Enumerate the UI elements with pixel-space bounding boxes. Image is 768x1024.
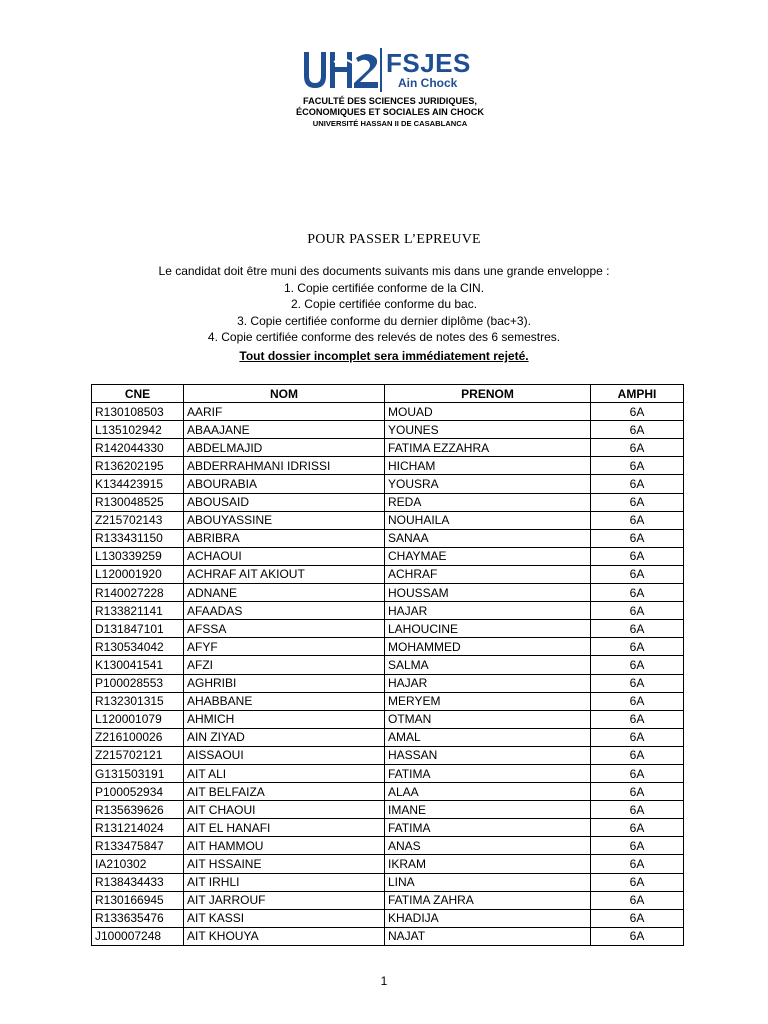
cell-prenom: HAJAR [385, 674, 591, 692]
table-row [92, 439, 684, 457]
cell-nom: AIT ALI [184, 764, 385, 782]
incomplete-warning: Tout dossier incomplet sera immédiatement rejeté. [239, 348, 529, 363]
logo-wordmark: FSJES [386, 48, 471, 78]
cell-prenom: REDA [385, 493, 591, 511]
cell-prenom: MERYEM [385, 692, 591, 710]
table-row [92, 927, 684, 945]
uh2c-logo-icon [302, 48, 382, 92]
cell-prenom: FATIMA [385, 819, 591, 837]
cell-cne: R131214024 [92, 819, 184, 837]
cell-cne: R133821141 [92, 602, 184, 620]
cell-nom: AIT KHOUYA [184, 927, 385, 945]
cell-cne: R135639626 [92, 801, 184, 819]
cell-prenom: NAJAT [385, 927, 591, 945]
cell-nom: AFZI [184, 656, 385, 674]
cell-prenom: OTMAN [385, 710, 591, 728]
table-row [92, 475, 684, 493]
cell-cne: J100007248 [92, 927, 184, 945]
cell-nom: AIT IRHLI [184, 873, 385, 891]
table-row [92, 909, 684, 927]
instruction-item-2: 2. Copie certifiée conforme du bac. [290, 297, 478, 312]
cell-nom: ADNANE [184, 584, 385, 602]
cell-cne: L120001920 [92, 565, 184, 583]
cell-prenom: FATIMA EZZAHRA [385, 439, 591, 457]
cell-nom: AFSSA [184, 620, 385, 638]
cell-amphi: 6A [591, 475, 684, 493]
cell-nom: AARIF [184, 403, 385, 421]
cell-prenom: LINA [385, 873, 591, 891]
cell-prenom: FATIMA ZAHRA [385, 891, 591, 909]
faculty-line-3: UNIVERSITÉ HASSAN II DE CASABLANCA [312, 119, 468, 128]
cell-prenom: ANAS [385, 837, 591, 855]
table-row [92, 891, 684, 909]
cell-prenom: YOUSRA [385, 475, 591, 493]
table-row [92, 764, 684, 782]
cell-cne: R133431150 [92, 529, 184, 547]
table-row [92, 710, 684, 728]
cell-prenom: MOHAMMED [385, 638, 591, 656]
table-row [92, 511, 684, 529]
instruction-item-4: 4. Copie certifiée conforme des relevés de notes des 6 semestres. [207, 330, 561, 345]
cell-cne: K134423915 [92, 475, 184, 493]
cell-cne: G131503191 [92, 764, 184, 782]
table-row [92, 457, 684, 475]
cell-nom: AIT CHAOUI [184, 801, 385, 819]
cell-cne: R142044330 [92, 439, 184, 457]
faculty-line-1: FACULTÉ DES SCIENCES JURIDIQUES, [303, 96, 477, 106]
table-row [92, 674, 684, 692]
cell-prenom: MOUAD [385, 403, 591, 421]
cell-nom: ABDELMAJID [184, 439, 385, 457]
table-row [92, 620, 684, 638]
cell-amphi: 6A [591, 837, 684, 855]
cell-amphi: 6A [591, 584, 684, 602]
cell-prenom: KHADIJA [385, 909, 591, 927]
cell-prenom: SALMA [385, 656, 591, 674]
cell-amphi: 6A [591, 403, 684, 421]
table-row [92, 783, 684, 801]
column-header-nom: NOM [184, 385, 385, 403]
cell-amphi: 6A [591, 728, 684, 746]
cell-amphi: 6A [591, 909, 684, 927]
cell-prenom: CHAYMAE [385, 547, 591, 565]
cell-cne: Z216100026 [92, 728, 184, 746]
page-title: POUR PASSER L’EPREUVE [307, 232, 481, 247]
table-row [92, 728, 684, 746]
cell-nom: ABAAJANE [184, 421, 385, 439]
cell-prenom: HAJAR [385, 602, 591, 620]
cell-nom: AISSAOUI [184, 746, 385, 764]
cell-prenom: NOUHAILA [385, 511, 591, 529]
cell-prenom: HICHAM [385, 457, 591, 475]
cell-cne: R133635476 [92, 909, 184, 927]
logo-subtitle: Ain Chock [398, 76, 458, 90]
cell-cne: K130041541 [92, 656, 184, 674]
cell-cne: IA210302 [92, 855, 184, 873]
table-row [92, 656, 684, 674]
cell-cne: R138434433 [92, 873, 184, 891]
cell-prenom: IMANE [385, 801, 591, 819]
cell-nom: ABOUSAID [184, 493, 385, 511]
table-row [92, 584, 684, 602]
table-row [92, 529, 684, 547]
cell-nom: AIT EL HANAFI [184, 819, 385, 837]
cell-cne: R133475847 [92, 837, 184, 855]
cell-amphi: 6A [591, 565, 684, 583]
cell-prenom: YOUNES [385, 421, 591, 439]
cell-nom: ABOUYASSINE [184, 511, 385, 529]
cell-amphi: 6A [591, 439, 684, 457]
cell-nom: AGHRIBI [184, 674, 385, 692]
table-row [92, 837, 684, 855]
column-header-cne: CNE [92, 385, 184, 403]
cell-cne: Z215702143 [92, 511, 184, 529]
table-row [92, 421, 684, 439]
cell-nom: ACHRAF AIT AKIOUT [184, 565, 385, 583]
cell-amphi: 6A [591, 873, 684, 891]
table-row [92, 493, 684, 511]
cell-amphi: 6A [591, 656, 684, 674]
cell-nom: AHMICH [184, 710, 385, 728]
table-row [92, 746, 684, 764]
cell-amphi: 6A [591, 855, 684, 873]
cell-cne: R136202195 [92, 457, 184, 475]
cell-prenom: IKRAM [385, 855, 591, 873]
table-header-row [92, 385, 684, 403]
cell-cne: P100028553 [92, 674, 184, 692]
cell-amphi: 6A [591, 710, 684, 728]
cell-nom: AIT BELFAIZA [184, 783, 385, 801]
instruction-item-1: 1. Copie certifiée conforme de la CIN. [283, 280, 485, 295]
cell-amphi: 6A [591, 801, 684, 819]
cell-prenom: FATIMA [385, 764, 591, 782]
table-row [92, 602, 684, 620]
candidate-table [91, 384, 684, 946]
cell-prenom: ACHRAF [385, 565, 591, 583]
cell-cne: R130534042 [92, 638, 184, 656]
cell-nom: ABRIBRA [184, 529, 385, 547]
cell-prenom: LAHOUCINE [385, 620, 591, 638]
cell-cne: Z215702121 [92, 746, 184, 764]
cell-amphi: 6A [591, 421, 684, 439]
cell-nom: AIT HAMMOU [184, 837, 385, 855]
cell-prenom: SANAA [385, 529, 591, 547]
cell-amphi: 6A [591, 547, 684, 565]
instructions-lead: Le candidat doit être muni des documents suivants mis dans une grande enveloppe : [158, 264, 610, 278]
instructions [0, 263, 768, 365]
cell-cne: P100052934 [92, 783, 184, 801]
cell-amphi: 6A [591, 692, 684, 710]
cell-cne: R132301315 [92, 692, 184, 710]
cell-prenom: HASSAN [385, 746, 591, 764]
cell-amphi: 6A [591, 602, 684, 620]
cell-nom: ACHAOUI [184, 547, 385, 565]
cell-prenom: ALAA [385, 783, 591, 801]
cell-prenom: AMAL [385, 728, 591, 746]
cell-nom: AFAADAS [184, 602, 385, 620]
cell-amphi: 6A [591, 638, 684, 656]
cell-amphi: 6A [591, 746, 684, 764]
cell-prenom: HOUSSAM [385, 584, 591, 602]
column-header-prenom: PRENOM [385, 385, 591, 403]
cell-nom: AIT HSSAINE [184, 855, 385, 873]
table-row [92, 638, 684, 656]
cell-nom: ABDERRAHMANI IDRISSI [184, 457, 385, 475]
page-number: 1 [380, 974, 388, 988]
cell-amphi: 6A [591, 891, 684, 909]
table-row [92, 547, 684, 565]
cell-amphi: 6A [591, 457, 684, 475]
table-row [92, 403, 684, 421]
instruction-item-3: 3. Copie certifiée conforme du dernier diplôme (bac+3). [237, 313, 531, 328]
cell-nom: AHABBANE [184, 692, 385, 710]
cell-nom: AFYF [184, 638, 385, 656]
cell-amphi: 6A [591, 620, 684, 638]
cell-cne: L120001079 [92, 710, 184, 728]
table-body [92, 403, 684, 946]
cell-amphi: 6A [591, 819, 684, 837]
cell-cne: R130108503 [92, 403, 184, 421]
cell-amphi: 6A [591, 764, 684, 782]
column-header-amphi: AMPHI [591, 385, 684, 403]
faculty-name [290, 96, 490, 129]
cell-cne: R140027228 [92, 584, 184, 602]
table-row [92, 819, 684, 837]
table-row [92, 565, 684, 583]
faculty-line-2: ÉCONOMIQUES ET SOCIALES AIN CHOCK [295, 107, 485, 117]
cell-amphi: 6A [591, 927, 684, 945]
cell-nom: ABOURABIA [184, 475, 385, 493]
cell-nom: AIN ZIYAD [184, 728, 385, 746]
cell-amphi: 6A [591, 511, 684, 529]
table-row [92, 692, 684, 710]
cell-nom: AIT JARROUF [184, 891, 385, 909]
table-row [92, 855, 684, 873]
cell-cne: L130339259 [92, 547, 184, 565]
cell-amphi: 6A [591, 493, 684, 511]
cell-cne: R130166945 [92, 891, 184, 909]
cell-cne: R130048525 [92, 493, 184, 511]
cell-cne: L135102942 [92, 421, 184, 439]
cell-cne: D131847101 [92, 620, 184, 638]
cell-amphi: 6A [591, 783, 684, 801]
cell-amphi: 6A [591, 529, 684, 547]
table-row [92, 801, 684, 819]
cell-amphi: 6A [591, 674, 684, 692]
cell-nom: AIT KASSI [184, 909, 385, 927]
table-row [92, 873, 684, 891]
